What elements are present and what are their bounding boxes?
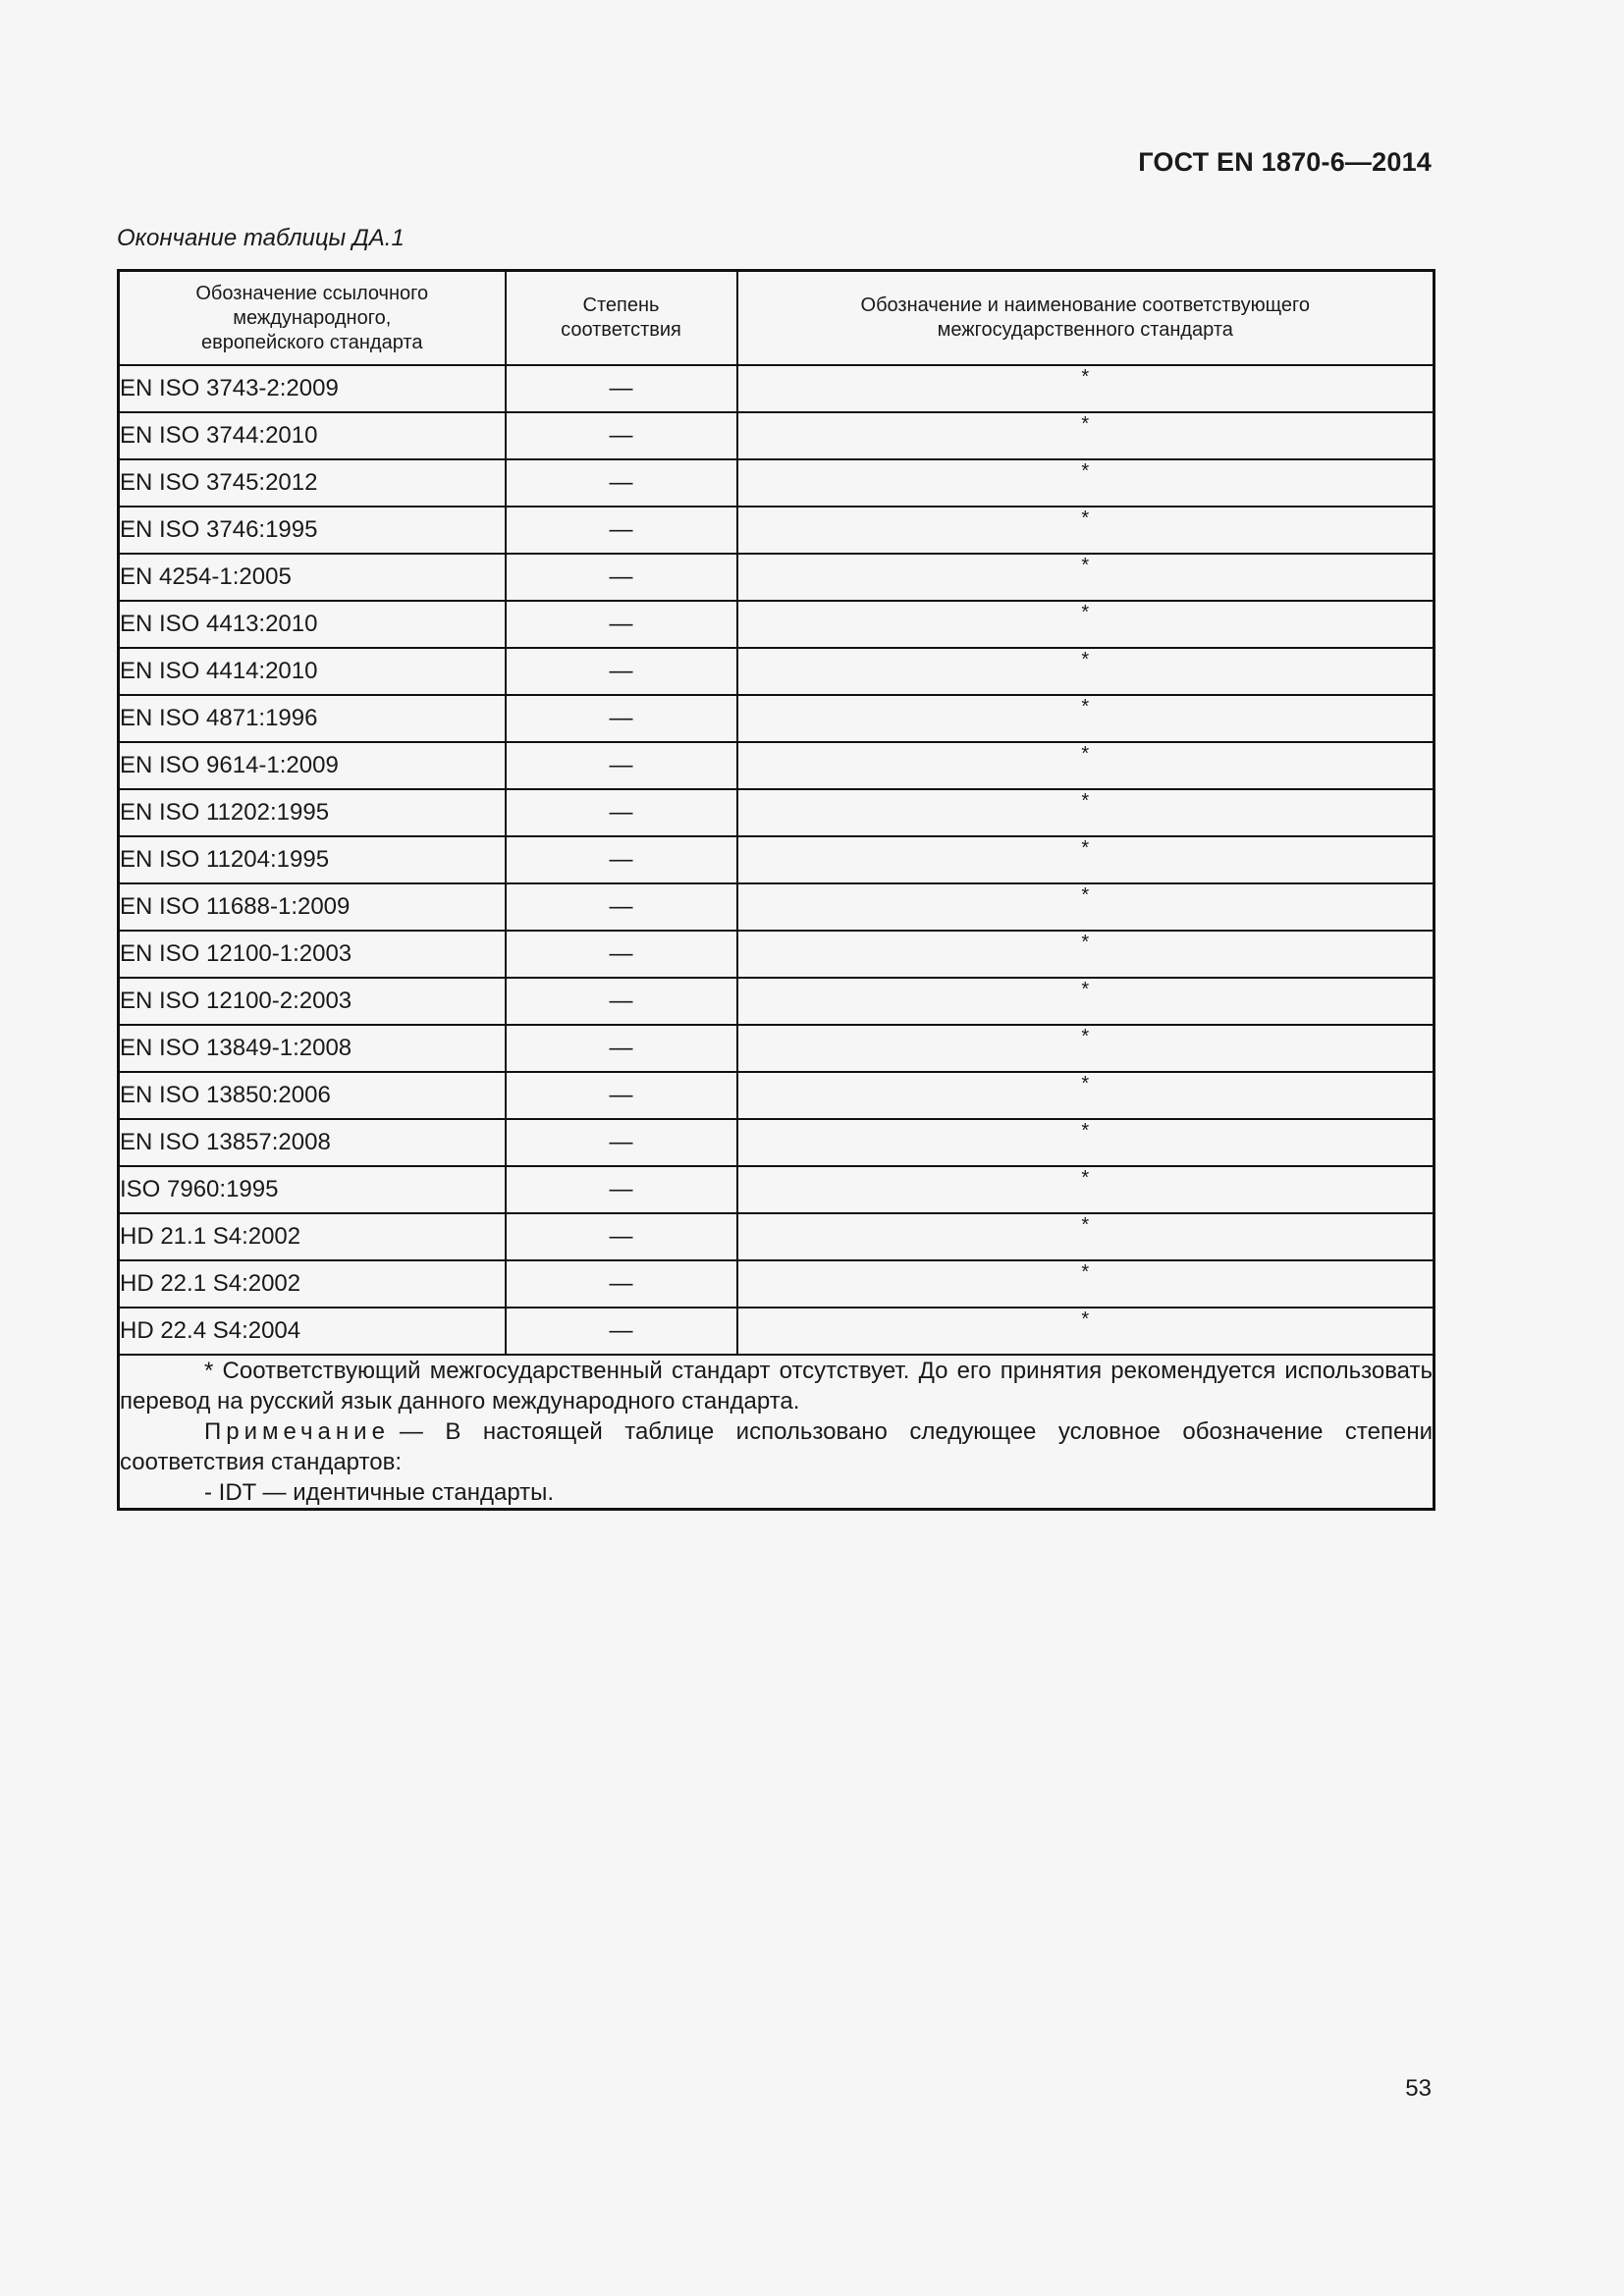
table-row <box>119 1260 1435 1308</box>
cell-standard: EN ISO 3746:1995 <box>119 507 506 554</box>
table-row <box>119 695 1435 742</box>
cell-degree: — <box>506 412 737 459</box>
table-row <box>119 601 1435 648</box>
cell-equivalent: * <box>737 601 1435 648</box>
cell-equivalent: * <box>737 1260 1435 1308</box>
cell-standard: EN ISO 4413:2010 <box>119 601 506 648</box>
table-row <box>119 365 1435 412</box>
column-header-equivalent: Обозначение и наименование соответствующего межгосударственного стандарта <box>737 271 1435 366</box>
cell-equivalent: * <box>737 459 1435 507</box>
table-row <box>119 1308 1435 1355</box>
cell-standard: HD 22.4 S4:2004 <box>119 1308 506 1355</box>
cell-degree: — <box>506 1166 737 1213</box>
cell-degree: — <box>506 554 737 601</box>
note-item-idt: - IDT — идентичные стандарты. <box>204 1479 555 1506</box>
cell-degree: — <box>506 1308 737 1355</box>
cell-equivalent: * <box>737 1119 1435 1166</box>
cell-degree: — <box>506 459 737 507</box>
table-header-row <box>119 271 1435 366</box>
table-row <box>119 978 1435 1025</box>
page-number: 53 <box>1405 2075 1432 2102</box>
table-row <box>119 1119 1435 1166</box>
cell-equivalent: * <box>737 1213 1435 1260</box>
cell-degree: — <box>506 1119 737 1166</box>
cell-degree: — <box>506 507 737 554</box>
cell-equivalent: * <box>737 742 1435 789</box>
cell-equivalent: * <box>737 1308 1435 1355</box>
table-row <box>119 412 1435 459</box>
cell-degree: — <box>506 931 737 978</box>
cell-degree: — <box>506 978 737 1025</box>
cell-equivalent: * <box>737 1025 1435 1072</box>
cell-equivalent: * <box>737 931 1435 978</box>
cell-degree: — <box>506 1025 737 1072</box>
cell-equivalent: * <box>737 883 1435 931</box>
cell-equivalent: * <box>737 412 1435 459</box>
cell-standard: ISO 7960:1995 <box>119 1166 506 1213</box>
cell-standard: EN ISO 12100-2:2003 <box>119 978 506 1025</box>
cell-equivalent: * <box>737 695 1435 742</box>
table-body <box>119 365 1435 1355</box>
column-header-standard: Обозначение ссылочного международного, европейского стандарта <box>119 271 506 366</box>
note <box>120 1416 1433 1477</box>
table-footer-row <box>119 1355 1435 1510</box>
cell-equivalent: * <box>737 978 1435 1025</box>
table-row <box>119 459 1435 507</box>
cell-standard: HD 21.1 S4:2002 <box>119 1213 506 1260</box>
table-row <box>119 507 1435 554</box>
cell-equivalent: * <box>737 554 1435 601</box>
table-row <box>119 931 1435 978</box>
cell-degree: — <box>506 601 737 648</box>
standards-table <box>117 269 1435 1511</box>
cell-standard: EN ISO 12100-1:2003 <box>119 931 506 978</box>
cell-equivalent: * <box>737 365 1435 412</box>
cell-standard: EN ISO 9614-1:2009 <box>119 742 506 789</box>
cell-standard: EN ISO 11202:1995 <box>119 789 506 836</box>
table-caption: Окончание таблицы ДА.1 <box>117 225 405 251</box>
cell-standard: EN ISO 13849-1:2008 <box>119 1025 506 1072</box>
table-row <box>119 1025 1435 1072</box>
cell-standard: EN ISO 13850:2006 <box>119 1072 506 1119</box>
cell-degree: — <box>506 365 737 412</box>
cell-degree: — <box>506 1260 737 1308</box>
column-header-degree: Степень соответствия <box>506 271 737 366</box>
cell-degree: — <box>506 1213 737 1260</box>
table-row <box>119 1072 1435 1119</box>
cell-equivalent: * <box>737 1072 1435 1119</box>
note-text: — В настоящей таблице использовано следующее условное обозначение степени соответствия стандартов: <box>120 1418 1433 1475</box>
cell-standard: EN ISO 11688-1:2009 <box>119 883 506 931</box>
cell-standard: EN ISO 4414:2010 <box>119 648 506 695</box>
cell-standard: EN 4254-1:2005 <box>119 554 506 601</box>
cell-degree: — <box>506 1072 737 1119</box>
cell-equivalent: * <box>737 1166 1435 1213</box>
table-row <box>119 1213 1435 1260</box>
table-row <box>119 789 1435 836</box>
cell-degree: — <box>506 883 737 931</box>
cell-degree: — <box>506 648 737 695</box>
cell-degree: — <box>506 836 737 883</box>
cell-equivalent: * <box>737 836 1435 883</box>
cell-standard: EN ISO 4871:1996 <box>119 695 506 742</box>
document-code: ГОСТ EN 1870-6—2014 <box>1138 147 1432 177</box>
table-row <box>119 883 1435 931</box>
cell-standard: EN ISO 3745:2012 <box>119 459 506 507</box>
table-row <box>119 742 1435 789</box>
cell-standard: EN ISO 3743-2:2009 <box>119 365 506 412</box>
table-row <box>119 648 1435 695</box>
cell-degree: — <box>506 742 737 789</box>
cell-degree: — <box>506 695 737 742</box>
table-row <box>119 836 1435 883</box>
cell-standard: HD 22.1 S4:2002 <box>119 1260 506 1308</box>
cell-standard: EN ISO 13857:2008 <box>119 1119 506 1166</box>
table-row <box>119 1166 1435 1213</box>
cell-equivalent: * <box>737 789 1435 836</box>
cell-degree: — <box>506 789 737 836</box>
cell-equivalent: * <box>737 507 1435 554</box>
cell-standard: EN ISO 11204:1995 <box>119 836 506 883</box>
note-label: Примечание <box>204 1418 390 1445</box>
cell-standard: EN ISO 3744:2010 <box>119 412 506 459</box>
table-notes <box>119 1355 1435 1510</box>
footnote: * Соответствующий межгосударственный стандарт отсутствует. До его принятия рекомендуется использовать перевод на русский язык данного международного стандарта. <box>120 1358 1433 1415</box>
table-row <box>119 554 1435 601</box>
cell-equivalent: * <box>737 648 1435 695</box>
